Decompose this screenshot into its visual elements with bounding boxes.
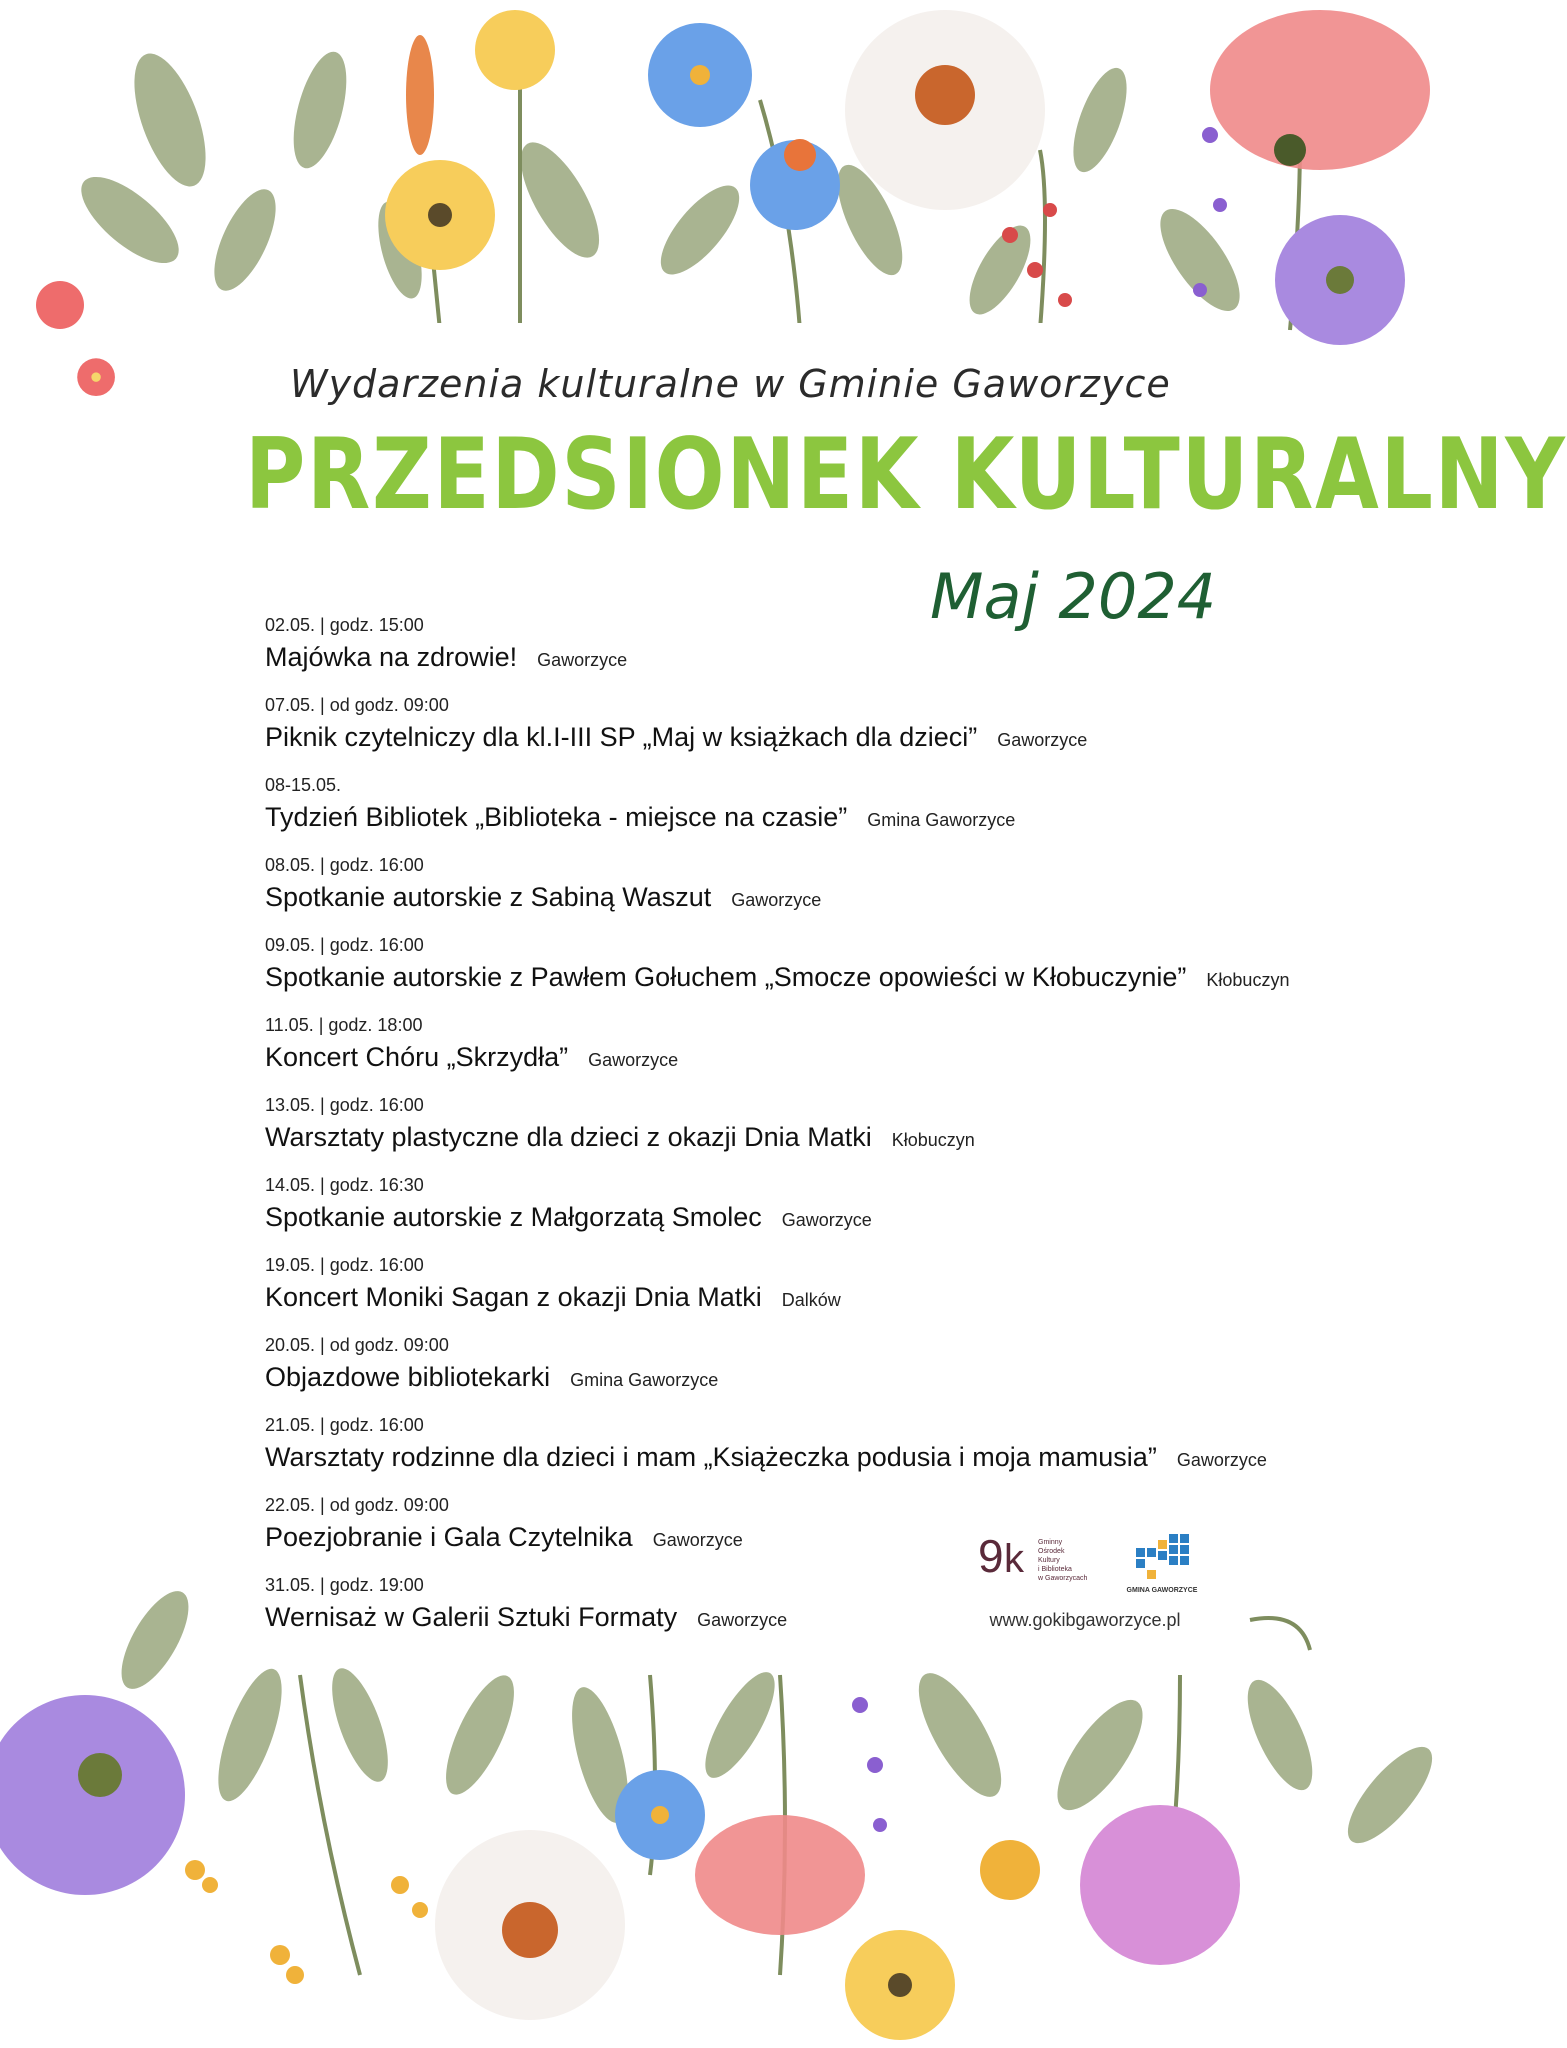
event-place: Gaworzyce	[1176, 1450, 1267, 1470]
event-line	[265, 1360, 1365, 1394]
floral-border-top	[0, 0, 1448, 330]
floral-border-bottom	[0, 1675, 1448, 2048]
event-place: Gmina Gaworzyce	[867, 810, 1016, 830]
event-title: Koncert Moniki Sagan z okazji Dnia Matki	[265, 1282, 762, 1312]
event-place: Gaworzyce	[731, 890, 822, 910]
gok-logo	[978, 1530, 1098, 1590]
event-item	[265, 774, 1365, 854]
event-title: Spotkanie autorskie z Małgorzatą Smolec	[265, 1202, 762, 1232]
event-place: Kłobuczyn	[1206, 970, 1290, 990]
event-item	[265, 1014, 1365, 1094]
event-title: Objazdowe bibliotekarki	[265, 1362, 551, 1392]
svg-text:9: 9	[978, 1530, 1004, 1582]
page-title: PRZEDSIONEK KULTURALNY	[245, 418, 1567, 532]
gok-logo-text: w Gaworzycach	[1038, 1575, 1088, 1582]
gmina-logo-text: GMINA GAWORZYCE	[1126, 1587, 1198, 1594]
event-date: 22.05. | od godz. 09:00	[265, 1495, 449, 1515]
event-date: 02.05. | godz. 15:00	[265, 615, 424, 635]
event-title: Wernisaż w Galerii Sztuki Formaty	[265, 1602, 678, 1632]
event-line	[265, 720, 1365, 754]
event-title: Tydzień Bibliotek „Biblioteka - miejsce na czasie”	[265, 802, 848, 832]
event-date: 11.05. | godz. 18:00	[265, 1015, 423, 1035]
event-title: Warsztaty rodzinne dla dzieci i mam „Książeczka podusia i moja mamusia”	[265, 1442, 1157, 1472]
event-line	[265, 1520, 1365, 1554]
event-item	[265, 1254, 1365, 1334]
event-place: Gaworzyce	[588, 1050, 679, 1070]
event-date: 20.05. | od godz. 09:00	[265, 1335, 449, 1355]
event-line	[265, 880, 1365, 914]
event-title: Koncert Chóru „Skrzydła”	[265, 1042, 569, 1072]
event-item	[265, 854, 1365, 934]
event-line	[265, 1120, 1365, 1154]
event-place: Gaworzyce	[697, 1610, 788, 1630]
event-item	[265, 1174, 1365, 1254]
event-item	[265, 1574, 1365, 1654]
month-label: Maj 2024	[930, 560, 1217, 633]
event-title: Spotkanie autorskie z Pawłem Gołuchem „Smocze opowieści w Kłobuczynie”	[265, 962, 1187, 992]
event-item	[265, 934, 1365, 1014]
event-line	[265, 1040, 1365, 1074]
event-place: Gmina Gaworzyce	[570, 1370, 719, 1390]
event-title: Warsztaty plastyczne dla dzieci z okazji Dnia Matki	[265, 1122, 872, 1152]
gmina-gaworzyce-logo	[1126, 1530, 1198, 1600]
event-title: Majówka na zdrowie!	[265, 642, 518, 672]
gok-logo-text: Gminny	[1038, 1539, 1063, 1546]
event-title: Piknik czytelniczy dla kl.I-III SP „Maj w książkach dla dzieci”	[265, 722, 978, 752]
event-line	[265, 960, 1365, 994]
event-item	[265, 1414, 1365, 1494]
event-place: Gaworzyce	[537, 650, 628, 670]
event-line	[265, 1280, 1365, 1314]
event-date: 13.05. | godz. 16:00	[265, 1095, 424, 1115]
event-line	[265, 1200, 1365, 1234]
gok-logo-text: i Biblioteka	[1038, 1566, 1072, 1573]
event-place: Kłobuczyn	[891, 1130, 975, 1150]
event-date: 19.05. | godz. 16:00	[265, 1255, 424, 1275]
logos-block	[970, 1530, 1200, 1640]
event-item	[265, 694, 1365, 774]
event-date: 09.05. | godz. 16:00	[265, 935, 424, 955]
event-list	[265, 614, 1365, 1654]
small-red-flowers-left	[0, 330, 200, 440]
event-date: 21.05. | godz. 16:00	[265, 1415, 424, 1435]
event-line	[265, 1600, 1365, 1634]
event-date: 08.05. | godz. 16:00	[265, 855, 424, 875]
event-date: 14.05. | godz. 16:30	[265, 1175, 424, 1195]
event-line	[265, 1440, 1365, 1474]
event-date: 08-15.05.	[265, 775, 342, 795]
event-place: Dalków	[781, 1290, 841, 1310]
event-line	[265, 640, 1365, 674]
svg-text:k: k	[1004, 1537, 1024, 1581]
event-title: Spotkanie autorskie z Sabiną Waszut	[265, 882, 712, 912]
event-item	[265, 614, 1365, 694]
event-title: Poezjobranie i Gala Czytelnika	[265, 1522, 633, 1552]
event-date: 31.05. | godz. 19:00	[265, 1575, 424, 1595]
event-item	[265, 1334, 1365, 1414]
event-item	[265, 1094, 1365, 1174]
event-item	[265, 1494, 1365, 1574]
event-place: Gaworzyce	[781, 1210, 872, 1230]
subtitle: Wydarzenia kulturalne w Gminie Gaworzyce	[290, 362, 1171, 406]
event-place: Gaworzyce	[652, 1530, 743, 1550]
website-url[interactable]: www.gokibgaworzyce.pl	[989, 1610, 1181, 1630]
event-date: 07.05. | od godz. 09:00	[265, 695, 449, 715]
gok-logo-text: Ośrodek	[1038, 1548, 1065, 1555]
event-line	[265, 800, 1365, 834]
gok-logo-text: Kultury	[1038, 1557, 1060, 1564]
event-place: Gaworzyce	[997, 730, 1088, 750]
